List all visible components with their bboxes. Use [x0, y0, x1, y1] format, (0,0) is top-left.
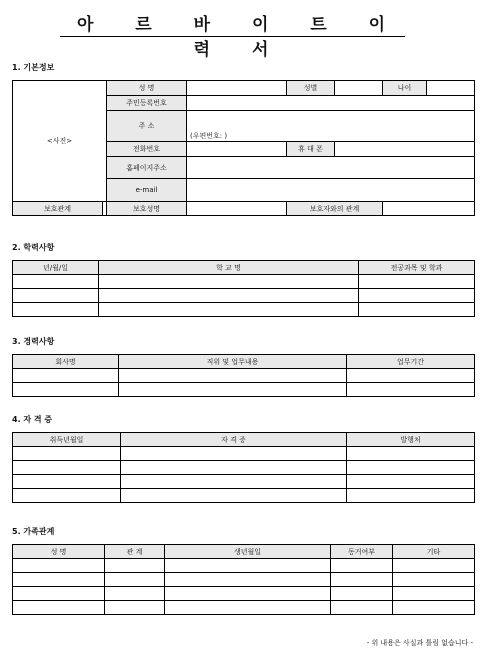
- education-col-school: 학 교 명: [99, 261, 359, 275]
- table-row: [13, 303, 475, 317]
- table-row: [13, 383, 475, 397]
- guardian-name-field[interactable]: [187, 202, 287, 216]
- title-underline: [60, 36, 405, 37]
- table-row: [13, 587, 475, 601]
- guardian-rel-label: 보호관계: [13, 202, 103, 216]
- mobile-field[interactable]: [335, 142, 475, 157]
- resident-no-field[interactable]: [187, 95, 475, 110]
- section-career-heading: 3. 경력사항: [12, 337, 55, 346]
- guardian-relation-field[interactable]: [383, 202, 475, 216]
- name-label: 성 명: [107, 81, 187, 96]
- address-field[interactable]: (우편번호: ): [187, 110, 475, 141]
- guardian-relation-label: 보호자와의 관계: [287, 202, 383, 216]
- phone-label: 전화번호: [107, 142, 187, 157]
- table-row: [13, 601, 475, 615]
- career-col-position: 직위 및 업무내용: [119, 355, 347, 369]
- family-col-birth: 생년월일: [165, 545, 331, 559]
- career-table: [12, 354, 475, 397]
- career-col-period: 업무기간: [347, 355, 475, 369]
- email-field[interactable]: [187, 179, 475, 202]
- family-table: [12, 544, 475, 615]
- table-row: [13, 559, 475, 573]
- address-label: 주 소: [107, 110, 187, 141]
- email-label: e-mail: [107, 179, 187, 202]
- education-col-major: 전공과목 및 학과: [359, 261, 475, 275]
- declaration-footer: - 위 내용은 사실과 틀림 없습니다 -: [366, 639, 473, 647]
- family-col-name: 성 명: [13, 545, 105, 559]
- table-row: [13, 289, 475, 303]
- education-table: [12, 260, 475, 317]
- homepage-field[interactable]: [187, 157, 475, 179]
- career-col-company: 회사명: [13, 355, 119, 369]
- family-col-cohabit: 동거여부: [331, 545, 393, 559]
- gender-label: 성별: [287, 81, 335, 96]
- section-certificate-heading: 4. 자 격 증: [12, 415, 53, 424]
- certificate-col-name: 자 격 증: [121, 433, 347, 447]
- name-field[interactable]: [187, 81, 287, 96]
- table-row: [13, 275, 475, 289]
- table-row: [13, 461, 475, 475]
- table-row: [13, 489, 475, 503]
- family-col-etc: 기타: [393, 545, 475, 559]
- gender-field[interactable]: [335, 81, 383, 96]
- table-row: [13, 475, 475, 489]
- education-col-date: 년/월/일: [13, 261, 99, 275]
- resident-no-label: 주민등록번호: [107, 95, 187, 110]
- age-label: 나이: [383, 81, 427, 96]
- table-row: [13, 369, 475, 383]
- homepage-label: 홈페이지주소: [107, 157, 187, 179]
- table-row: [13, 573, 475, 587]
- certificate-col-date: 취득년월일: [13, 433, 121, 447]
- photo-box[interactable]: <사진>: [13, 81, 107, 202]
- basic-info-table: [12, 80, 475, 216]
- certificate-table: [12, 432, 475, 503]
- section-education-heading: 2. 학력사항: [12, 243, 55, 252]
- family-col-relation: 관 계: [105, 545, 165, 559]
- phone-field[interactable]: [187, 142, 287, 157]
- table-row: [13, 447, 475, 461]
- certificate-col-issuer: 발행처: [347, 433, 475, 447]
- section-basic-info-heading: 1. 기본정보: [12, 63, 55, 72]
- page-title: 아 르 바 이 트 이 력 서: [76, 15, 404, 60]
- guardian-name-label: 보호성명: [107, 202, 187, 216]
- age-field[interactable]: [427, 81, 475, 96]
- section-family-heading: 5. 가족관계: [12, 527, 55, 536]
- mobile-label: 휴 대 폰: [287, 142, 335, 157]
